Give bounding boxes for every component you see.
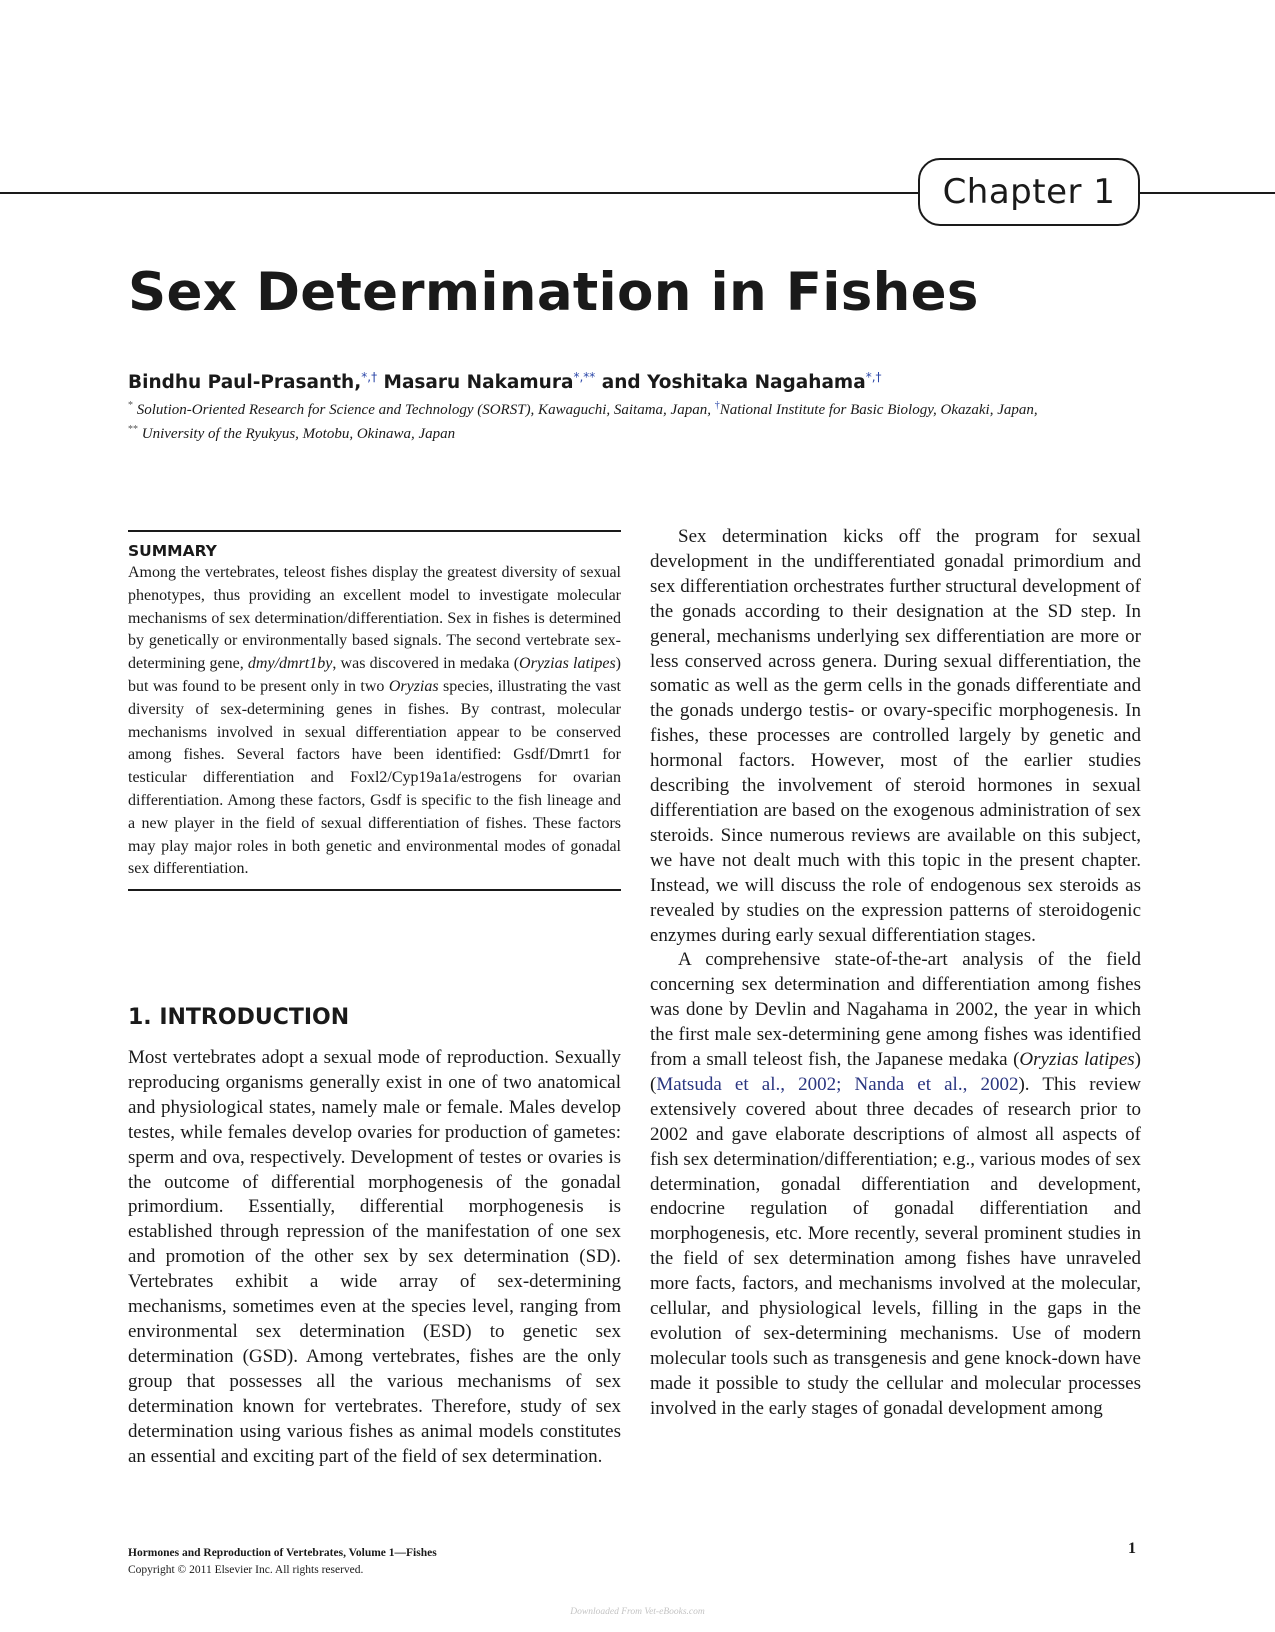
author-marks: *,† (361, 370, 378, 384)
species-name: Oryzias latipes (519, 655, 616, 673)
body-paragraph-2 (650, 948, 1141, 1421)
chapter-rule-left (0, 192, 920, 194)
summary-text (128, 562, 621, 881)
chapter-label: Chapter 1 (918, 158, 1140, 226)
footer-copyright: Copyright © 2011 Elsevier Inc. All rights reserved. (128, 1564, 364, 1576)
chapter-rule-right (1140, 192, 1275, 194)
summary-box (128, 530, 621, 891)
affiliation-mark: † (714, 400, 720, 411)
section-heading-introduction: 1. INTRODUCTION (128, 1005, 350, 1030)
affiliation-line-1 (128, 400, 1038, 419)
chapter-title: Sex Determination in Fishes (128, 262, 979, 323)
summary-heading: SUMMARY (128, 542, 217, 560)
body-span: A comprehensive state-of-the-art analysis of the field concerning sex determination and differentiation among fishes was done by Devlin and Nagahama in 2002, the year in which the first male sex-determining gene among fishes was identified from a small teleost fish, the Japanese medaka ( (650, 949, 1141, 1071)
affiliation-text: Solution-Oriented Research for Science and Technology (SORST), Kawaguchi, Saitama, Japan, (136, 402, 711, 418)
author-name: Masaru Nakamura (383, 372, 574, 393)
footer-journal: Hormones and Reproduction of Vertebrates, Volume 1—Fishes (128, 1547, 437, 1559)
gene-name: dmy/dmrt1by (247, 655, 333, 673)
author-name: and Yoshitaka Nagahama (601, 372, 866, 393)
species-name: Oryzias (388, 677, 439, 695)
author-marks: *,** (573, 370, 596, 384)
summary-span: Among the vertebrates, teleost fishes display the greatest diversity of sexual phenotypes, thus providing an excellent model to investigate molecular mechanisms of sex determination/differentiation. Sex in fishes is determined by genetically or environmentally based signals. The second vertebrate sex-determining gene, (128, 564, 621, 673)
right-column (650, 525, 1141, 1422)
affiliation-text: National Institute for Basic Biology, Okazaki, Japan, (719, 402, 1038, 418)
summary-span: ) but was found to be present only in two (128, 655, 621, 695)
watermark: Downloaded From Vet-eBooks.com (570, 1607, 705, 1617)
summary-span: , was discovered in medaka ( (332, 655, 520, 673)
body-span: ) ( (650, 1049, 1141, 1095)
affiliation-mark: ** (128, 424, 138, 435)
summary-span: species, illustrating the vast diversity of sex-determining genes in fishes. By contrast, molecular mechanisms involved in sexual differentiation appear to be conserved among fishes. Several factors have been identified: Gsdf/Dmrt1 for testicular differentiation and Foxl2/Cyp19a1a/estrogens for ovarian differentiation. Among these factors, Gsdf is specific to the fish lineage and a new player in the field of sexual differentiation of fishes. These factors may play major roles in both genetic and environmental modes of gonadal sex differentiation. (128, 677, 622, 878)
introduction-paragraph: Most vertebrates adopt a sexual mode of reproduction. Sexually reproducing organisms generally exist in one of two anatomical and physiological states, namely male or female. Males develop testes, while females develop ovaries for production of gametes: sperm and ova, respectively. Development of testes or ovaries is the outcome of differential morphogenesis of the gonadal primordium. Essentially, differential morphogenesis is established through repression of the manifestation of one sex and promotion of the other sex by sex determination (SD). Vertebrates exhibit a wide array of sex-determining mechanisms, sometimes even at the species level, ranging from environmental sex determination (ESD) to genetic sex determination (GSD). Among vertebrates, fishes are the only group that possesses all the various mechanisms of sex determination known for vertebrates. Therefore, study of sex determination using various fishes as animal models constitutes an essential and exciting part of the field of sex determination. (128, 1047, 621, 1467)
species-name: Oryzias latipes (1019, 1049, 1135, 1071)
author-line (128, 370, 882, 393)
author-marks: *,† (865, 370, 882, 384)
body-span: ). This review extensively covered about three decades of research prior to 2002 and gave elaborate descriptions of almost all aspects of fish sex determination/differentiation; e.g., various modes of sex determination, gonadal differentiation and development, endocrine regulation of gonadal differentiation and morphogenesis, etc. More recently, several prominent studies in the field of sex determination among fishes have unraveled more facts, factors, and mechanisms involved at the molecular, cellular, and physiological levels, filling in the gaps in the evolution of sex-determining mechanisms. Use of modern molecular tools such as transgenesis and gene knock-down have made it possible to study the cellular and molecular processes involved in the early stages of gonadal development among (650, 1073, 1141, 1419)
page-number: 1 (1128, 1540, 1136, 1557)
citation-link[interactable]: Matsuda et al., 2002; Nanda et al., 2002 (656, 1073, 1019, 1095)
affiliation-mark: * (128, 400, 133, 411)
affiliation-line-2 (128, 424, 455, 443)
affiliation-text: University of the Ryukyus, Motobu, Okinawa, Japan (141, 426, 456, 442)
body-paragraph-1: Sex determination kicks off the program for sexual development in the undifferentiated gonadal primordium and sex differentiation orchestrates further structural development of the gonads according to their designation at the SD step. In general, mechanisms underlying sex differentiation are more or less conserved across genera. During sexual differentiation, the somatic as well as the germ cells in the gonads differentiate and the gonads undergo testis- or ovary-specific morphogenesis. In fishes, these processes are controlled largely by genetic and hormonal factors. However, most of the earlier studies describing the involvement of steroid hormones in sexual differentiation are based on the exogenous administration of sex steroids. Since numerous reviews are available on this subject, we have not dealt much with this topic in the present chapter. Instead, we will discuss the role of endogenous sex steroids as revealed by studies on the expression patterns of steroidogenic enzymes during early sexual differentiation stages. (650, 526, 1141, 946)
author-name: Bindhu Paul-Prasanth, (128, 372, 362, 393)
